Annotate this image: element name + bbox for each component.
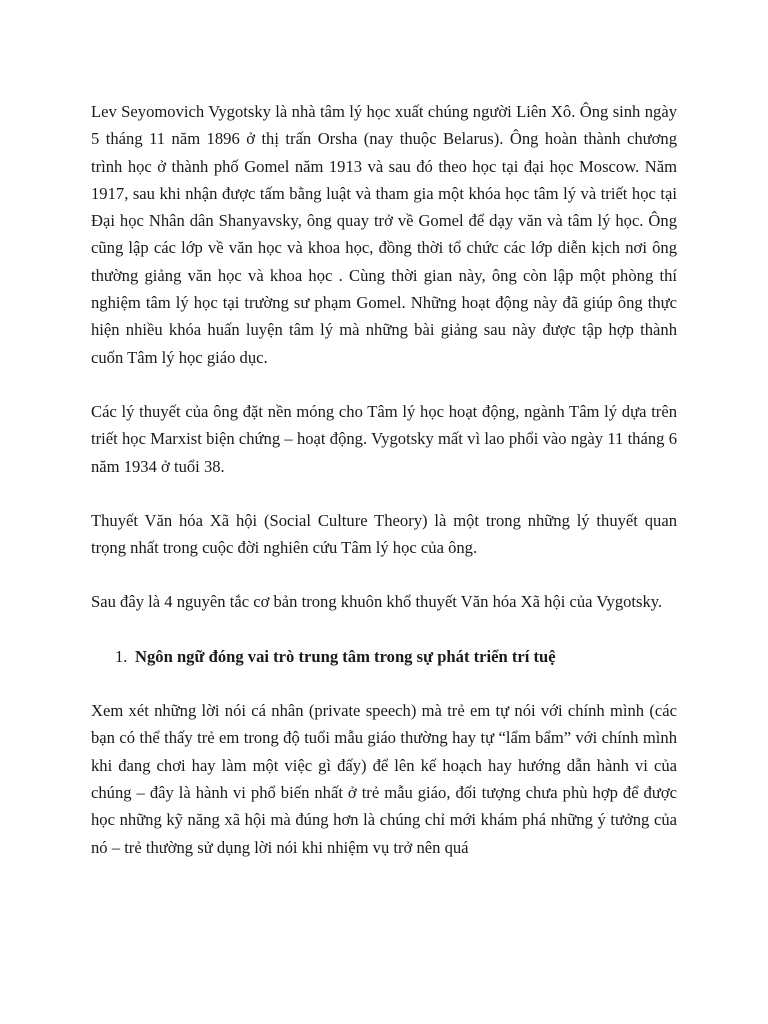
paragraph-social-culture-theory: Thuyết Văn hóa Xã hội (Social Culture Theory) là một trong những lý thuyết quan trọng nhất trong cuộc đời nghiên cứu Tâm lý học của ông.	[91, 510, 677, 558]
document-page	[91, 98, 677, 888]
paragraph-private-speech: Xem xét những lời nói cá nhân (private speech) mà trẻ em tự nói với chính mình (các bạn có thể thấy trẻ em trong độ tuổi mẫu giáo thường hay tự “lẩm bẩm” với chính mình khi đang chơi hay làm một việc gì đấy) để lên kế hoạch hay hướng dẫn hành vi của chúng – đây là hành vi phổ biến nhất ở trẻ mẫu giáo, đối tượng chưa phù hợp để được học những kỹ năng xã hội mà đúng hơn là chúng chỉ mới khám phá những ý tưởng của nó – trẻ thường sử dụng lời nói khi nhiệm vụ trở nên quá	[91, 701, 677, 857]
paragraph-principles-intro: Sau đây là 4 nguyên tắc cơ bản trong khuôn khổ thuyết Văn hóa Xã hội của Vygotsky.	[91, 592, 663, 612]
list-item-principle-1	[91, 643, 677, 670]
list-item-number: 1.	[115, 646, 128, 666]
paragraph-theories: Các lý thuyết của ông đặt nền móng cho Tâm lý học hoạt động, ngành Tâm lý dựa trên triết học Marxist biện chứng – hoạt động. Vygotsky mất vì lao phổi vào ngày 11 tháng 6 năm 1934 ở tuổi 38.	[91, 401, 677, 476]
list-item-heading: Ngôn ngữ đóng vai trò trung tâm trong sự phát triển trí tuệ	[135, 646, 556, 666]
paragraph-biography: Lev Seyomovich Vygotsky là nhà tâm lý học xuất chúng người Liên Xô. Ông sinh ngày 5 tháng 11 năm 1896 ở thị trấn Orsha (nay thuộc Belarus). Ông hoàn thành chương trình học ở thành phố Gomel năm 1913 và sau đó theo học tại đại học Moscow. Năm 1917, sau khi nhận được tấm bằng luật và tham gia một khóa học tâm lý và triết học tại Đại học Nhân dân Shanyavsky, ông quay trở về Gomel để dạy văn và tâm lý học. Ông cũng lập các lớp về văn học và khoa học, đồng thời tổ chức các lớp diễn kịch nơi ông thường giảng văn học và khoa học . Cùng thời gian này, ông còn lập một phòng thí nghiệm tâm lý học tại trường sư phạm Gomel. Những hoạt động này đã giúp ông thực hiện nhiều khóa huấn luyện tâm lý mà những bài giảng sau này được tập hợp thành cuốn Tâm lý học giáo dục.	[91, 102, 677, 367]
